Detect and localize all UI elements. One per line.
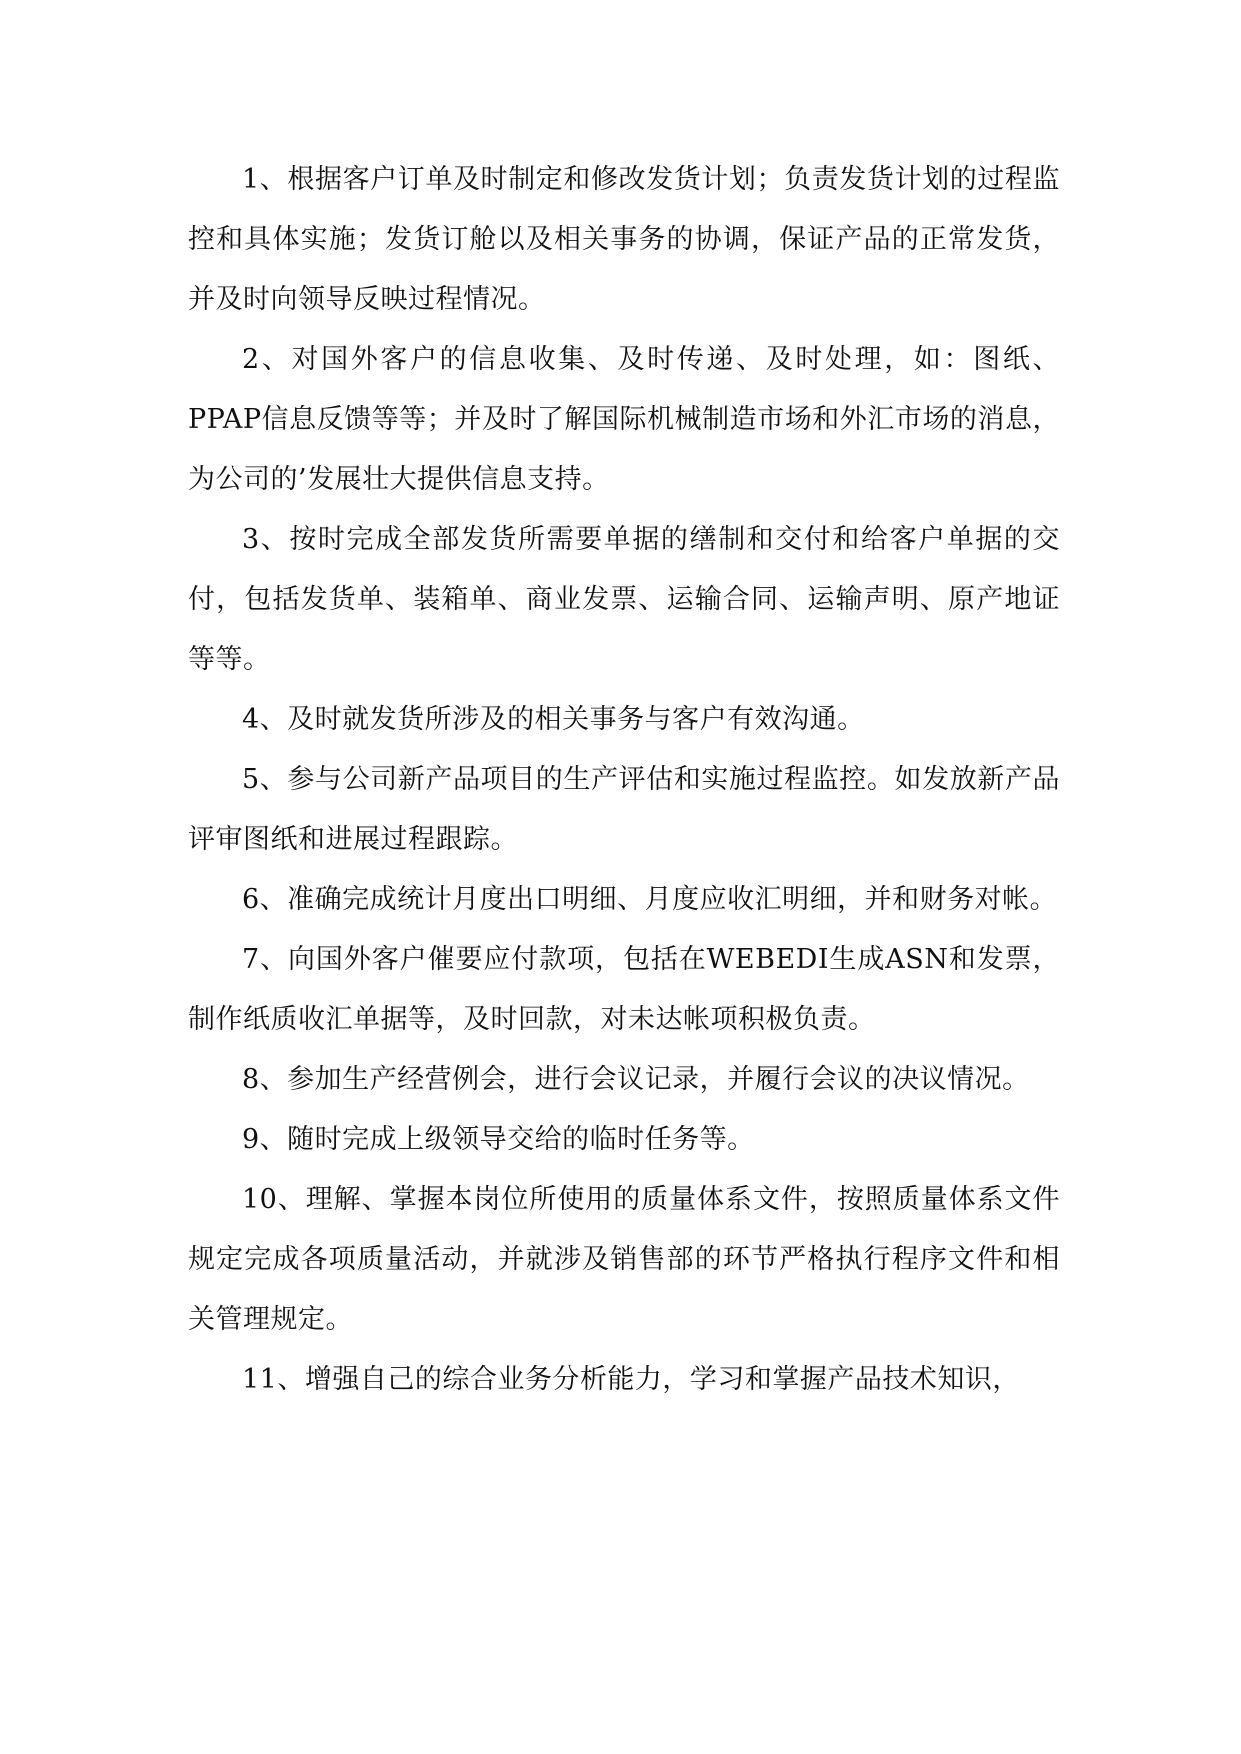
- paragraph-9: 9、随时完成上级领导交给的临时任务等。: [242, 1124, 755, 1155]
- paragraph-3: 3、按时完成全部发货所需要单据的缮制和交付和给客户单据的交付，包括发货单、装箱单、商业发票、运输合同、运输声明、原产地证等等。: [188, 524, 1060, 675]
- paragraph-2: 2、对国外客户的信息收集、及时传递、及时处理，如：图纸、PPAP信息反馈等等；并及时了解国际机械制造市场和外汇市场的消息，为公司的’发展壮大提供信息支持。: [188, 344, 1060, 495]
- paragraph-7: 7、向国外客户催要应付款项，包括在WEBEDI生成ASN和发票，制作纸质收汇单据等，及时回款，对未达帐项积极负责。: [188, 944, 1060, 1035]
- document-body: [188, 150, 1060, 1410]
- paragraph-11: 11、增强自己的综合业务分析能力，学习和掌握产品技术知识，: [242, 1364, 1020, 1395]
- paragraph-8: 8、参加生产经营例会，进行会议记录，并履行会议的决议情况。: [242, 1064, 1030, 1095]
- paragraph-1: 1、根据客户订单及时制定和修改发货计划；负责发货计划的过程监控和具体实施；发货订舱以及相关事务的协调，保证产品的正常发货，并及时向领导反映过程情况。: [188, 164, 1060, 315]
- paragraph-4: 4、及时就发货所涉及的相关事务与客户有效沟通。: [242, 704, 865, 735]
- paragraph-6: 6、准确完成统计月度出口明细、月度应收汇明细，并和财务对帐。: [242, 884, 1058, 915]
- paragraph-5: 5、参与公司新产品项目的生产评估和实施过程监控。如发放新产品评审图纸和进展过程跟踪。: [188, 764, 1060, 855]
- paragraph-10: 10、理解、掌握本岗位所使用的质量体系文件，按照质量体系文件规定完成各项质量活动，并就涉及销售部的环节严格执行程序文件和相关管理规定。: [188, 1184, 1060, 1335]
